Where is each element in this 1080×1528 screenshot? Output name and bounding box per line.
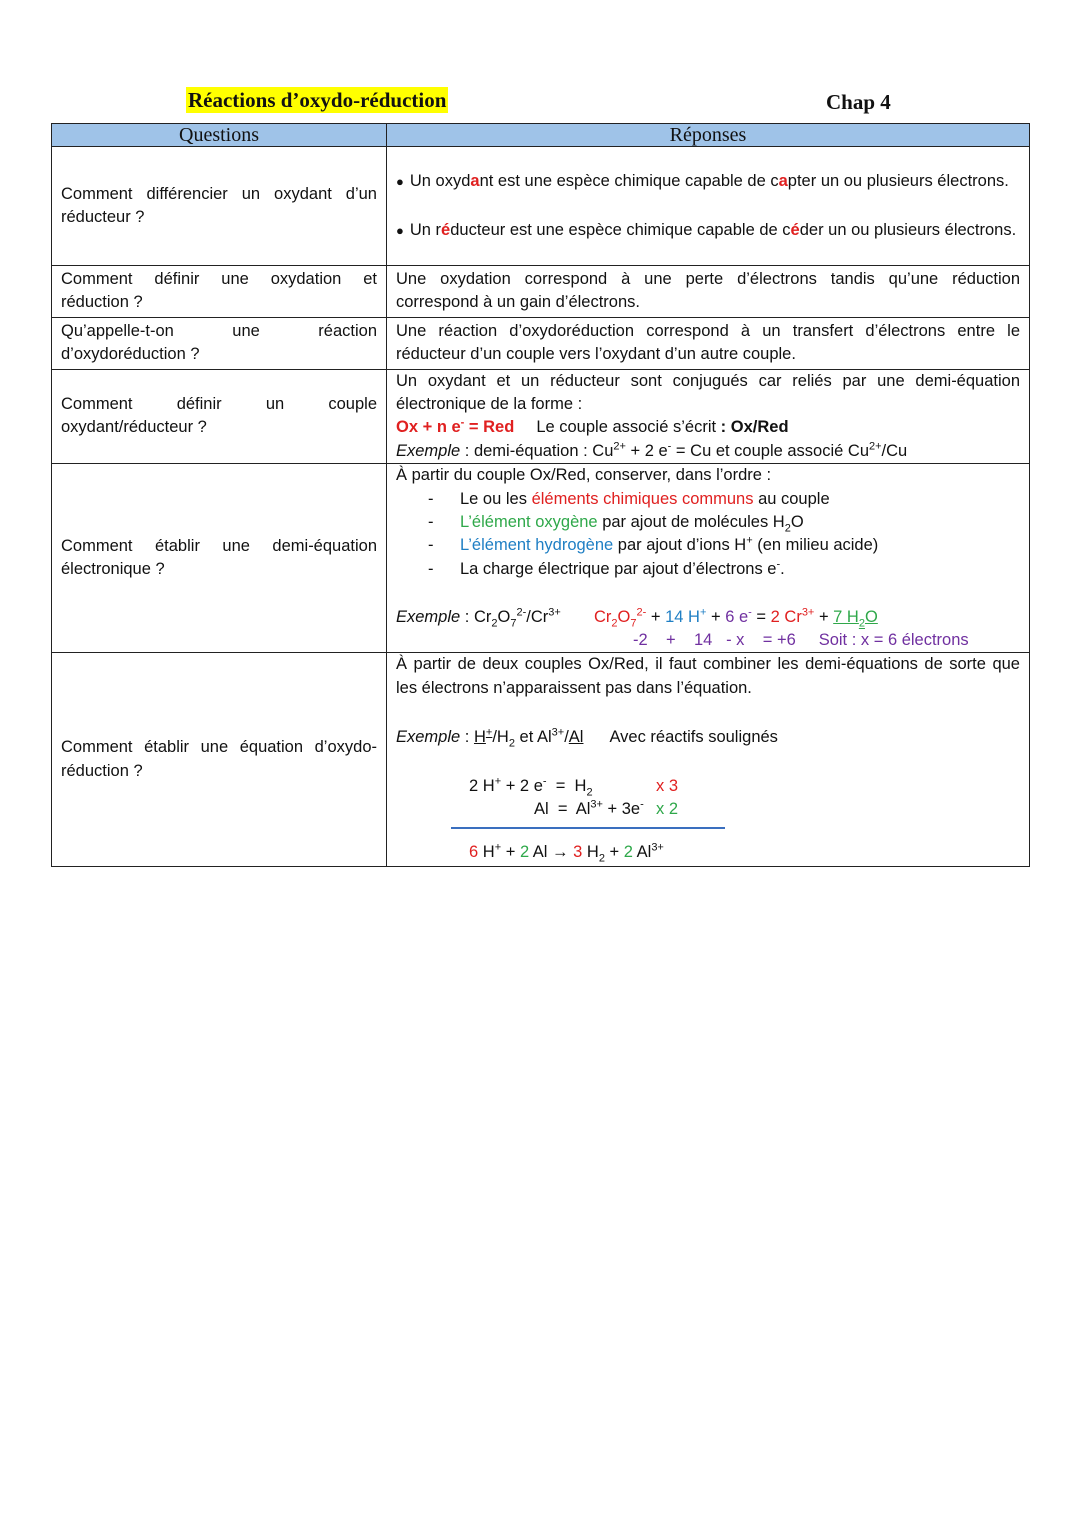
hydrogen-half-equation: 2 H+ + 2 $e^- = H_2$ x 3: [469, 775, 679, 798]
global-equation: 6 H+ + 2 Al → 3 $H_2 + 2$ $Al^{3+}$: [469, 841, 664, 864]
question-cell: Comment établir une équation d’oxydo-réduction ?: [52, 653, 387, 867]
aluminium-half-equation: $Al = Al^{3+} + 3e^-$ x 2: [396, 798, 1020, 821]
list-item: - L’élément oxygène par ajout de molécules $H_2O$: [428, 511, 1020, 534]
table-row: [52, 147, 1030, 266]
copper-example: Exemple : demi-équation : $Cu^{2+} + 2$ e- = Cu et couple associé $Cu^{2+}/Cu$: [396, 440, 908, 460]
answer-cell: [387, 653, 1030, 867]
couple-definition: Un oxydant et un réducteur sont conjugués car reliés par une demi-équation électronique de la forme :: [396, 371, 1020, 414]
answer-cell: [387, 369, 1030, 464]
question-cell: Comment différencier un oxydant d’un réducteur ?: [52, 147, 387, 266]
answer-cell: Une oxydation correspond à une perte d’électrons tandis qu’une réduction correspond à un gain d’électrons.: [387, 266, 1030, 318]
list-item: - La charge électrique par ajout d’électrons e-.: [428, 558, 1020, 581]
method-intro: À partir du couple Ox/Red, conserver, dans l’ordre :: [396, 466, 772, 485]
charge-balance: -2 + 14 - x = +6 Soit : x = 6 électrons: [633, 631, 969, 650]
table-row: [52, 653, 1030, 867]
table-row: [52, 266, 1030, 318]
table-header-row: [52, 124, 1030, 147]
table-row: [52, 369, 1030, 464]
question-cell: Qu’appelle-t-on une réaction d’oxydoréduction ?: [52, 317, 387, 369]
answer-cell: Une réaction d’oxydoréduction correspond à un transfert d’électrons entre le réducteur d’un couple vers l’oxydant d’un autre couple.: [387, 317, 1030, 369]
header-questions: Questions: [52, 124, 387, 147]
bullet-icon: [396, 172, 410, 190]
question-cell: Comment définir une oxydation et réduction ?: [52, 266, 387, 318]
header-answers: Réponses: [387, 124, 1030, 147]
list-item: - Le ou les éléments chimiques communs au couple: [428, 488, 1020, 511]
generic-half-equation: Ox + n e- = Red Le couple associé s’écrit : Ox/Red: [396, 416, 789, 437]
qa-table: [51, 123, 1030, 867]
multiplier-3: x 3: [656, 776, 679, 795]
answer-cell: [387, 464, 1030, 653]
question-cell: Comment établir une demi-équation électronique ?: [52, 464, 387, 653]
method-steps: [396, 488, 1020, 582]
question-cell: Comment définir un couple oxydant/réducteur ?: [52, 369, 387, 464]
table-row: [52, 317, 1030, 369]
dichromate-half-equation: $Cr_2O_7^{2-} + 14$ H+ + 6 e- = 2 $Cr^{3+} + 7$ $H_2O$: [594, 606, 878, 630]
answer-cell: [387, 147, 1030, 266]
answer-reducer: ● Un réducteur est une espèce chimique capable de céder un ou plusieurs électrons.: [396, 219, 1020, 242]
table-row: [52, 464, 1030, 653]
combine-intro: À partir de deux couples Ox/Red, il faut combiner les demi-équations de sorte que les électrons n’apparaissent pas dans l’équation.: [396, 655, 1020, 697]
chapter-label: Chap 4: [826, 90, 891, 114]
bullet-icon: [396, 221, 410, 239]
document-title: Réactions d’oxydo-réduction: [188, 88, 447, 112]
redox-example-couples: Exemple : $H^+/H_2$ et $Al^{3+}/Al$ Avec réactifs soulignés: [396, 726, 778, 750]
answer-oxidant: ● Un oxydant est une espèce chimique capable de capter un ou plusieurs électrons.: [396, 170, 1020, 193]
list-item: - L’élément hydrogène par ajout d’ions H+ (en milieu acide): [428, 534, 1020, 557]
sum-divider: [396, 821, 1020, 841]
dichromate-example: Exemple : $Cr_2O_7^{2-}/Cr^{3+}$ $Cr_2O_7^{2-} + 14$ H+ + 6 e- = 2 $Cr^{3+} + 7$ $H_2O$: [396, 606, 878, 630]
multiplier-2: x 2: [656, 799, 679, 818]
